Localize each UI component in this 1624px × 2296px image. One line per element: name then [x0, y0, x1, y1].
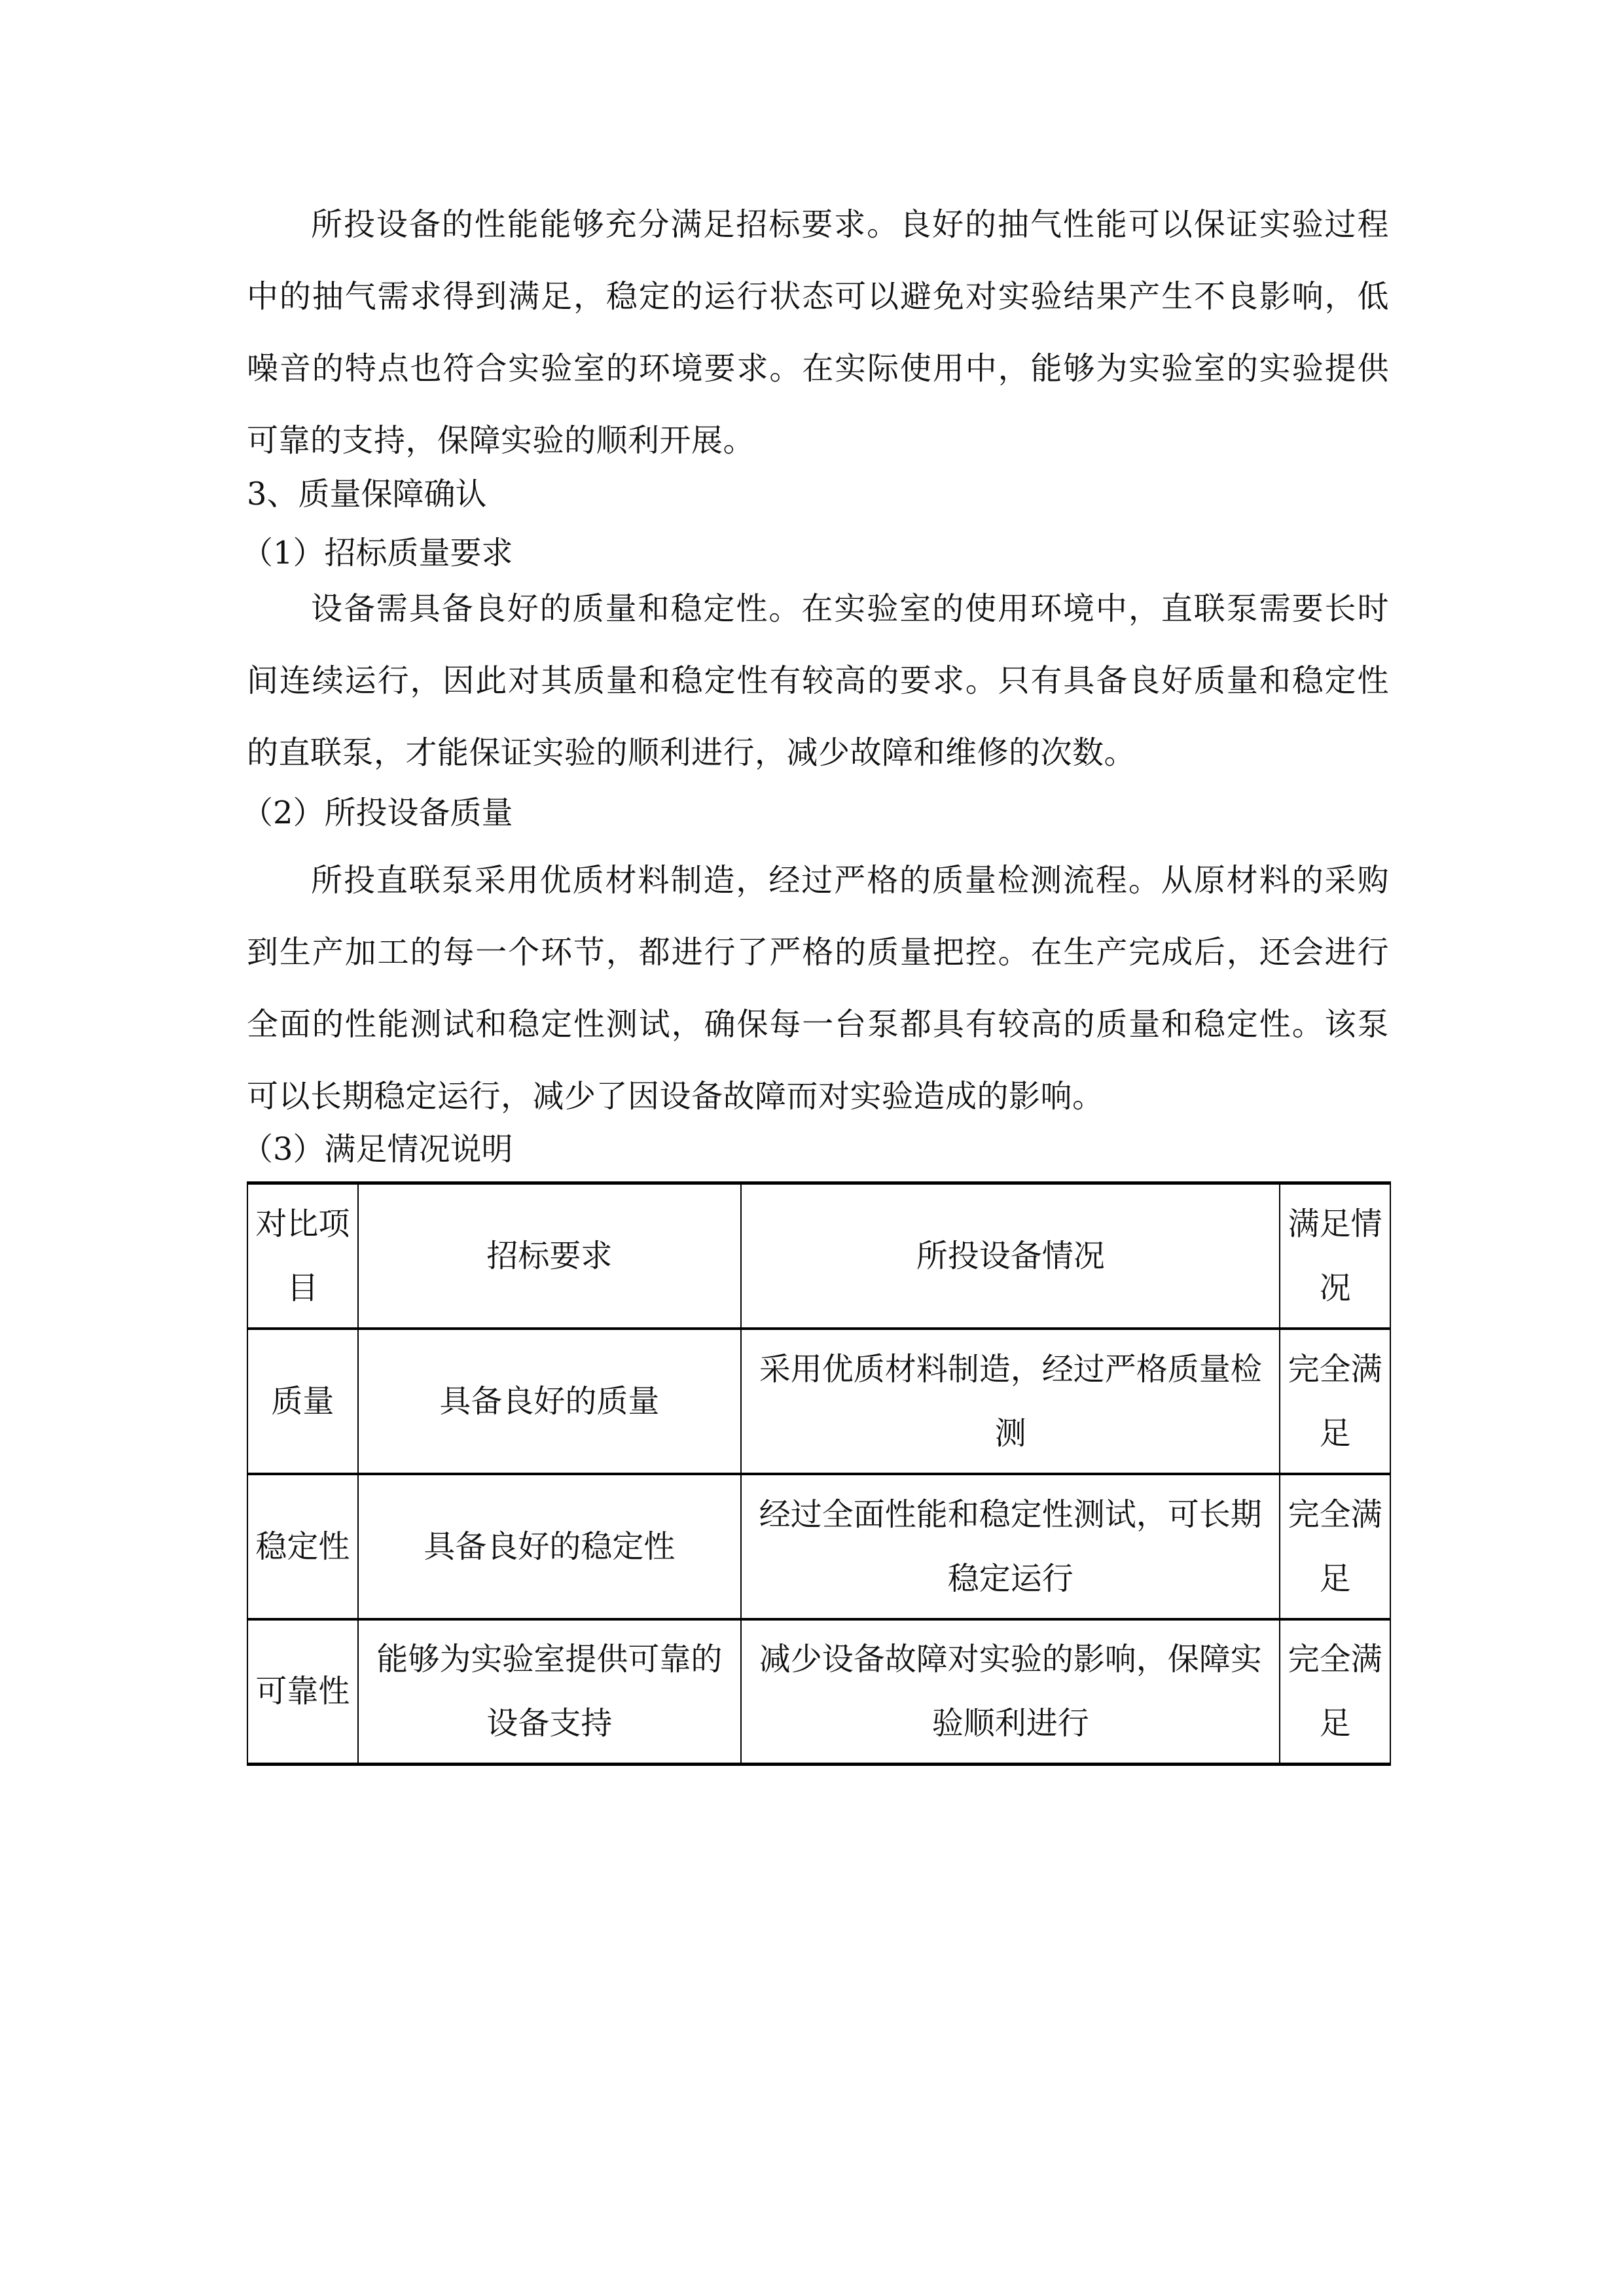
header-requirement: 招标要求 — [358, 1183, 742, 1329]
cell-item: 稳定性 — [247, 1474, 358, 1619]
table-header-row — [247, 1183, 1390, 1329]
cell-offered: 减少设备故障对实验的影响，保障实验顺利进行 — [741, 1619, 1280, 1765]
subsection-3-title: （3）满足情况说明 — [242, 1131, 513, 1168]
subsection-1-body: 设备需具备良好的质量和稳定性。在实验室的使用环境中，直联泵需要长时间连续运行，因此对其质量和稳定性有较高的要求。只有具备良好质量和稳定性的直联泵，才能保证实验的顺利进行，减少故障和维修的次数。 — [247, 590, 1389, 771]
comparison-table — [247, 1181, 1391, 1766]
subsection-2-title: （2）所投设备质量 — [242, 795, 513, 831]
table-row — [247, 1474, 1390, 1619]
section-title: 3、质量保障确认 — [247, 476, 487, 512]
cell-item: 质量 — [247, 1329, 358, 1474]
cell-requirement: 具备良好的质量 — [358, 1329, 742, 1474]
header-status: 满足情况 — [1280, 1183, 1390, 1329]
cell-status: 完全满足 — [1280, 1474, 1390, 1619]
intro-paragraph: 所投设备的性能能够充分满足招标要求。良好的抽气性能可以保证实验过程中的抽气需求得到满足，稳定的运行状态可以避免对实验结果产生不良影响，低噪音的特点也符合实验室的环境要求。在实际使用中，能够为实验室的实验提供可靠的支持，保障实验的顺利开展。 — [247, 206, 1389, 459]
table-row — [247, 1619, 1390, 1765]
cell-requirement: 具备良好的稳定性 — [358, 1474, 742, 1619]
table-row — [247, 1329, 1390, 1474]
header-offered: 所投设备情况 — [741, 1183, 1280, 1329]
cell-status: 完全满足 — [1280, 1619, 1390, 1765]
cell-requirement: 能够为实验室提供可靠的设备支持 — [358, 1619, 742, 1765]
cell-item: 可靠性 — [247, 1619, 358, 1765]
cell-offered: 采用优质材料制造，经过严格质量检测 — [741, 1329, 1280, 1474]
subsection-2-body: 所投直联泵采用优质材料制造，经过严格的质量检测流程。从原材料的采购到生产加工的每一个环节，都进行了严格的质量把控。在生产完成后，还会进行全面的性能测试和稳定性测试，确保每一台泵都具有较高的质量和稳定性。该泵可以长期稳定运行，减少了因设备故障而对实验造成的影响。 — [247, 862, 1389, 1115]
cell-status: 完全满足 — [1280, 1329, 1390, 1474]
subsection-1-title: （1）招标质量要求 — [242, 535, 513, 571]
cell-offered: 经过全面性能和稳定性测试，可长期稳定运行 — [741, 1474, 1280, 1619]
header-item: 对比项目 — [247, 1183, 358, 1329]
